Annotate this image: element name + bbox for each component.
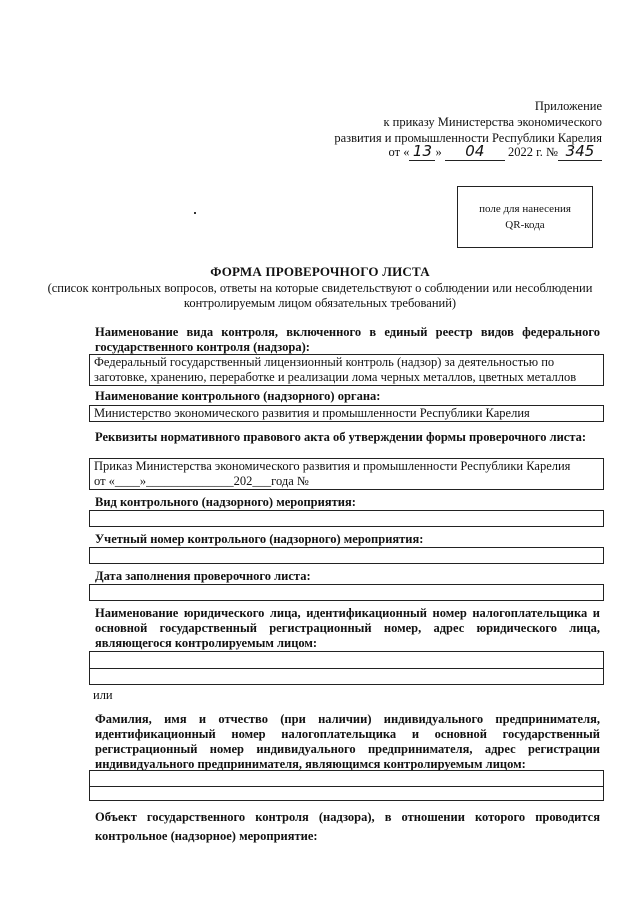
handwritten-day: 13: [412, 142, 433, 160]
control-type-value-1: Федеральный государственный лицензионный контроль (надзор) за деятельностью по: [94, 355, 555, 369]
individual-field[interactable]: [89, 770, 604, 801]
object-label: Объект государственного контроля (надзора), в отношении которого проводится контрольное (надзорное) мероприятие:: [95, 810, 600, 843]
appendix-heading: Приложение: [534, 99, 602, 113]
requisites-value-2: от «____»______________202___года №: [94, 474, 309, 488]
form-subtitle: (список контрольных вопросов, ответы на которые свидетельствуют о соблюдении или несоблюдении контролируемым лицом обязательных требований): [47, 281, 593, 310]
organ-value: Министерство экономического развития и промышленности Республики Карелия: [94, 406, 530, 420]
order-line-1: к приказу Министерства экономического: [383, 115, 602, 129]
individual-field-divider: [90, 786, 603, 787]
account-number-field[interactable]: [89, 547, 604, 564]
account-number-label: Учетный номер контрольного (надзорного) мероприятия:: [95, 532, 424, 546]
qr-code-placeholder: [457, 186, 593, 248]
date-mid: »: [435, 145, 442, 159]
qr-label-1: поле для нанесения: [479, 203, 571, 215]
scan-speck: [194, 212, 196, 214]
organ-field[interactable]: [89, 405, 604, 422]
organ-label: Наименование контрольного (надзорного) органа:: [95, 389, 381, 403]
legal-entity-label: Наименование юридического лица, идентификационный номер налогоплательщика и основной государственный регистрационный номер, адрес юридического лица, являющегося контролируемым лицом:: [95, 606, 600, 650]
legal-entity-field-divider: [90, 668, 603, 669]
fill-date-label: Дата заполнения проверочного листа:: [95, 569, 311, 583]
control-type-value-2: заготовке, хранению, переработке и реализации лома черных металлов, цветных металлов: [94, 370, 577, 384]
requisites-field[interactable]: [89, 458, 604, 490]
fill-date-field[interactable]: [89, 584, 604, 601]
requisites-value-1: Приказ Министерства экономического развития и промышленности Республики Карелия: [94, 459, 571, 473]
requisites-label: Реквизиты нормативного правового акта об утверждении формы проверочного листа:: [95, 430, 587, 444]
or-text: или: [93, 688, 113, 702]
control-type-field[interactable]: [89, 354, 604, 386]
legal-entity-field[interactable]: [89, 651, 604, 685]
handwritten-number: 345: [565, 142, 595, 160]
qr-label-2: QR-кода: [505, 219, 545, 231]
order-date-line: [389, 143, 602, 161]
order-year: 2022 г. №: [507, 145, 558, 159]
order-line-2: развития и промышленности Республики Карелия: [334, 131, 602, 145]
date-prefix: от «: [388, 145, 410, 159]
individual-label: Фамилия, имя и отчество (при наличии) индивидуального предпринимателя, идентификационный номер налогоплательщика и основной государственный регистрационный номер индивидуального предпринимателя, адрес регистрации индивидуального предпринимателя, являющимся контролируемым лицом:: [95, 712, 600, 771]
form-title: ФОРМА ПРОВЕРОЧНОГО ЛИСТА: [210, 264, 430, 279]
handwritten-month: 04: [465, 142, 485, 160]
event-type-field[interactable]: [89, 510, 604, 527]
control-type-label: Наименование вида контроля, включенного в единый реестр видов федерального государственного контроля (надзора):: [95, 325, 600, 354]
event-type-label: Вид контрольного (надзорного) мероприятия:: [95, 495, 356, 509]
